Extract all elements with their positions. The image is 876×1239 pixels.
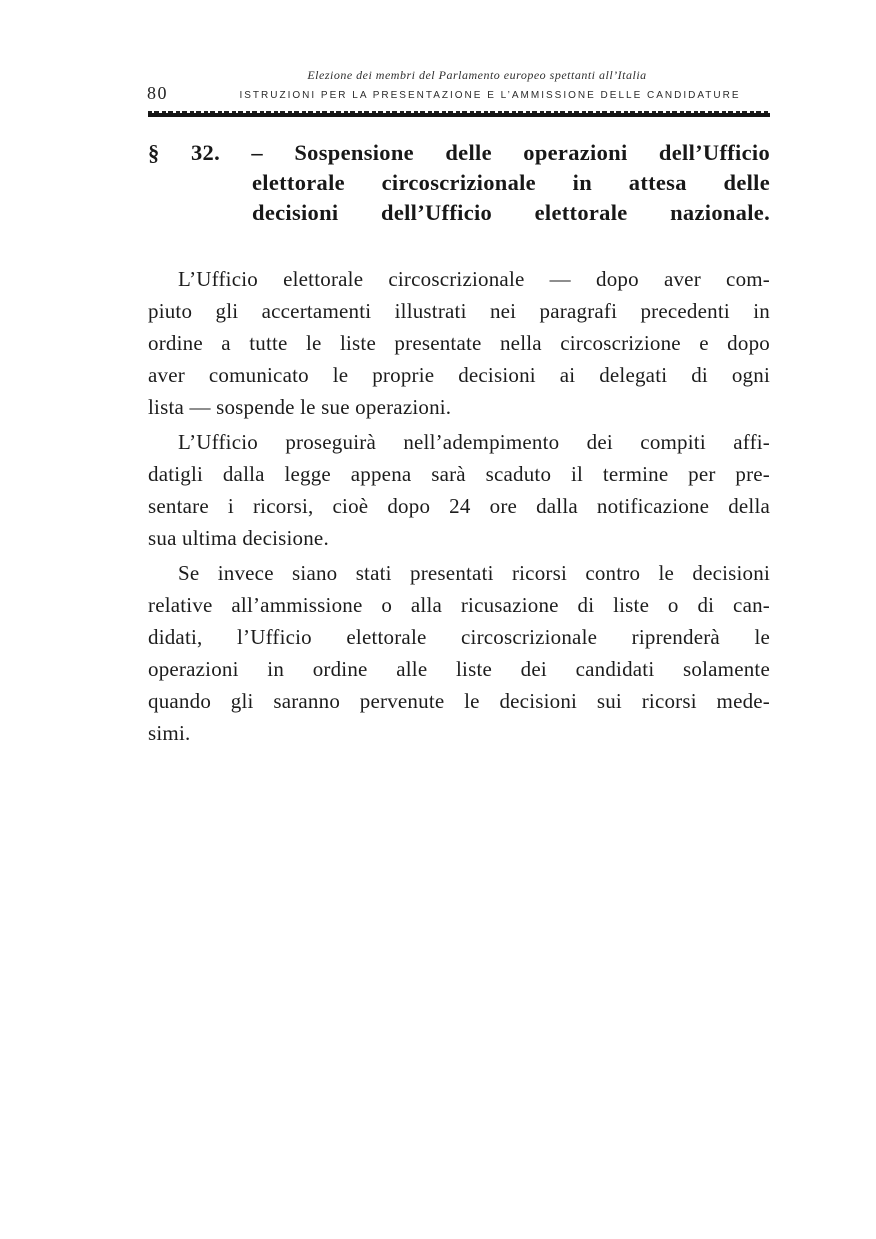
text-line: simi. — [148, 721, 191, 745]
section-heading-line: decisioni dell’Ufficio elettorale nazionale. — [252, 200, 770, 225]
text-line: operazioni in ordine alle liste dei candidati solamente — [148, 657, 770, 681]
text-line: didati, l’Ufficio elettorale circoscrizionale riprenderà le — [148, 625, 770, 649]
section-heading — [148, 138, 770, 228]
section-heading-line: elettorale circoscrizionale in attesa delle — [252, 170, 770, 195]
text-line: aver comunicato le proprie decisioni ai delegati di ogni — [148, 363, 770, 387]
header-subtitle: ISTRUZIONI PER LA PRESENTAZIONE E L’AMMISSIONE DELLE CANDIDATURE — [239, 90, 741, 101]
text-line: sua ultima decisione. — [148, 526, 329, 550]
text-line: sentare i ricorsi, cioè dopo 24 ore dalla notificazione della — [148, 494, 770, 518]
running-title: Elezione dei membri del Parlamento europeo spettanti all’Italia — [307, 68, 647, 82]
text-line: Se invece siano stati presentati ricorsi contro le decisioni — [178, 561, 770, 585]
text-line: L’Ufficio elettorale circoscrizionale — dopo aver com- — [178, 267, 770, 291]
text-line: L’Ufficio proseguirà nell’adempimento dei compiti affi- — [178, 430, 770, 454]
section-heading-line: § 32. – Sospensione delle operazioni dell’Ufficio — [148, 140, 770, 165]
body-text — [148, 263, 770, 752]
text-line: ordine a tutte le liste presentate nella circoscrizione e dopo — [148, 331, 770, 355]
page-number: 80 — [147, 83, 168, 103]
header-rule — [148, 111, 770, 117]
text-line: datigli dalla legge appena sarà scaduto il termine per pre- — [148, 462, 770, 486]
text-line: lista — sospende le sue operazioni. — [148, 395, 452, 419]
text-line: piuto gli accertamenti illustrati nei paragrafi precedenti in — [148, 299, 770, 323]
paragraph — [148, 557, 770, 749]
text-line: quando gli saranno pervenute le decisioni sui ricorsi mede- — [148, 689, 770, 713]
paragraph — [148, 263, 770, 423]
text-line: relative all’ammissione o alla ricusazione di liste o di can- — [148, 593, 770, 617]
paragraph — [148, 426, 770, 554]
